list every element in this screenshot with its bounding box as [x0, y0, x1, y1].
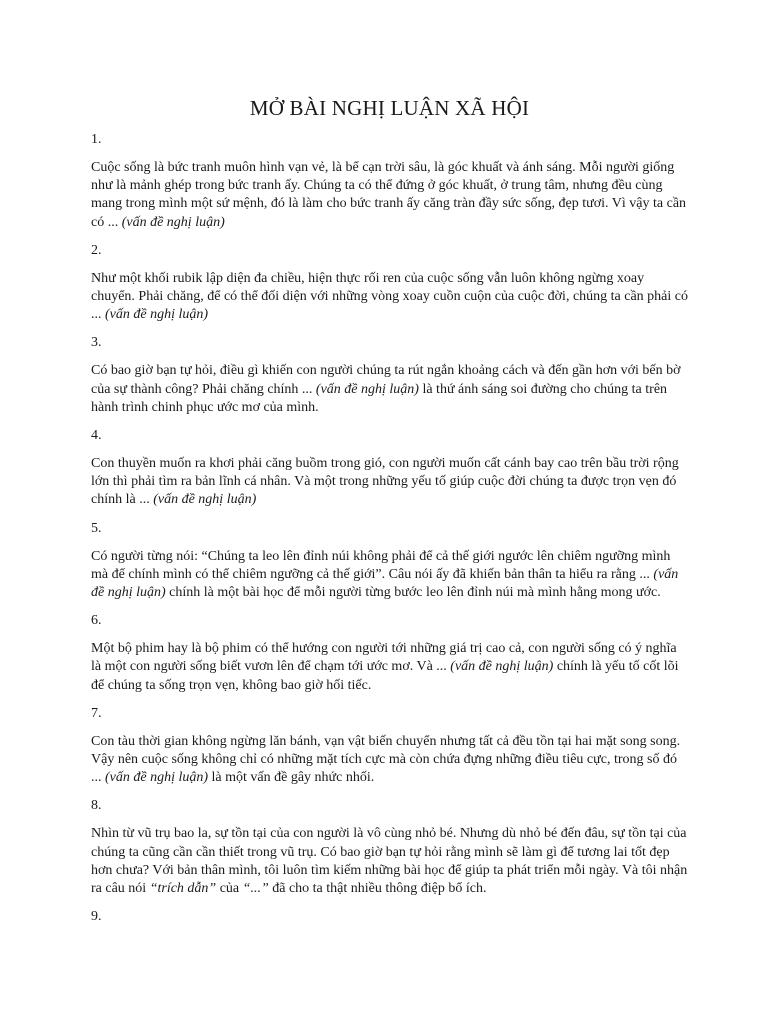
placeholder-text: (vấn đề nghị luận): [91, 566, 679, 601]
paragraph-text: Con thuyền muốn ra khơi phải căng buồm trong gió, con người muốn cất cánh bay cao trên bầu trời rộng lớn thì phải tìm ra bản lĩnh cá nhân. Và một trong những yếu tố giúp cuộc đời chúng ta được trọn vẹn đó chính là ...: [91, 456, 679, 508]
placeholder-text: (vấn đề nghị luận): [121, 214, 225, 230]
item-number: 1.: [91, 132, 102, 147]
item-paragraph: [91, 640, 688, 695]
item-paragraph: [91, 159, 688, 232]
paragraph-text: Con tàu thời gian không ngừng lăn bánh, vạn vật biến chuyển nhưng tất cả đều tồn tại hai mặt song song. Vậy nên cuộc sống không chỉ có những mặt tích cực mà còn chứa đựng những điều tiêu cực, trong số đó ...: [91, 733, 681, 786]
item-list: [91, 131, 688, 926]
paragraph-text: Có bao giờ bạn tự hỏi, điều gì khiến con người chúng ta rút ngắn khoảng cách và đến gần hơn với bến bờ của sự thành công? Phải chăng chính ...: [91, 363, 681, 397]
placeholder-text: (vấn đề nghị luận): [105, 307, 209, 323]
item-number: 4.: [91, 428, 102, 444]
item-paragraph: [91, 548, 688, 603]
item-paragraph: [91, 455, 688, 510]
paragraph-text: là một vấn đề gây nhức nhối.: [208, 770, 375, 786]
paragraph-text: đã cho ta thật nhiều thông điệp bổ ích.: [268, 881, 487, 897]
placeholder-text: (vấn đề nghị luận): [315, 381, 419, 397]
paragraph-text: Cuộc sống là bức tranh muôn hình vạn vẻ, là bể cạn trời sâu, là góc khuất và ánh sáng. Mỗi người giống như là mảnh ghép trong bức tranh ấy. Chúng ta có thể đứng ở góc khuất, ở trung tâm, nhưng đều cùng mang trong mình một sứ mệnh, đó là làm cho bức tranh ấy căng tràn đầy sức sống, đẹp tươi. Vì vậy ta cần có ...: [91, 160, 687, 230]
placeholder-text: “trích dẫn”: [149, 881, 217, 897]
item-number: 7.: [91, 705, 102, 721]
item-number: 2.: [91, 242, 102, 258]
item-number: 5.: [91, 520, 102, 536]
paragraph-text: của: [216, 881, 243, 897]
paragraph-text: Nhìn từ vũ trụ bao la, sự tồn tại của con người là vô cùng nhỏ bé. Nhưng dù nhỏ bé đến đâu, sự tồn tại của chúng ta cũng cần cần thiết trong vũ trụ. Có bao giờ bạn tự hỏi rằng mình sẽ làm gì để tương lai tốt đẹp hơn chưa? Với bản thân mình, tôi luôn tìm kiếm những bài học để giúp ta phát triển mỗi ngày. Và tôi nhận ra câu nói: [91, 826, 688, 897]
item-number: 8.: [91, 798, 102, 814]
placeholder-text: (vấn đề nghị luận): [105, 770, 209, 786]
item-number: 9.: [91, 909, 102, 925]
item-paragraph: [91, 362, 688, 417]
placeholder-text: (vấn đề nghị luận): [450, 659, 554, 675]
item-paragraph: [91, 733, 688, 788]
item-paragraph: [91, 825, 688, 898]
item-paragraph: [91, 270, 688, 325]
placeholder-text: “...”: [242, 881, 269, 897]
paragraph-text: Có người từng nói: “Chúng ta leo lên đỉnh núi không phải để cả thế giới ngước lên chiêm ngưỡng mình mà để chính mình có thể chiêm ngưỡng cả thế giới”. Câu nói ấy đã khiến bản thân ta hiểu ra rằng ...: [91, 548, 671, 582]
paragraph-text: Như một khối rubik lập diện đa chiều, hiện thực rối ren của cuộc sống vẫn luôn không ngừng xoay chuyển. Phải chăng, để có thể đối diện với những vòng xoay cuồn cuộn của cuộc đời, chúng ta cần phải có ...: [91, 270, 689, 323]
paragraph-text: là thứ ánh sáng soi đường cho chúng ta trên hành trình chinh phục ước mơ của mình.: [91, 381, 668, 415]
paragraph-text: Một bộ phim hay là bộ phim có thể hướng con người tới những giá trị cao cả, con người sống có ý nghĩa là một con người sống biết vươn lên để chạm tới ước mơ. Và ...: [91, 641, 677, 675]
paragraph-text: chính là một bài học để mỗi người từng bước leo lên đỉnh núi mà mình hằng mong ước.: [165, 585, 661, 601]
item-number: 6.: [91, 613, 102, 629]
placeholder-text: (vấn đề nghị luận): [153, 492, 257, 508]
page-title: MỞ BÀI NGHỊ LUẬN XÃ HỘI: [249, 96, 530, 120]
item-number: 3.: [91, 335, 102, 351]
paragraph-text: chính là yếu tố cốt lõi để chúng ta sống trọn vẹn, không bao giờ hối tiếc.: [91, 659, 679, 693]
